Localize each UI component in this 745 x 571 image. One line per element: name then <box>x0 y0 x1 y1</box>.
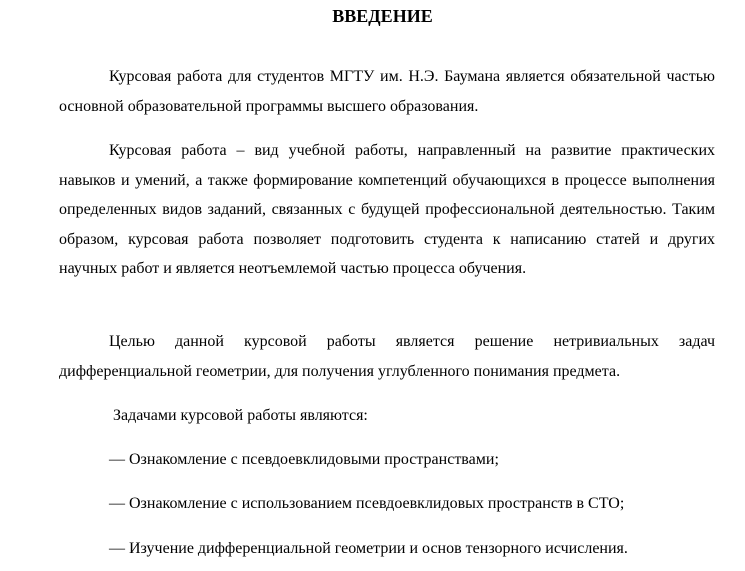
paragraph-definition: Курсовая работа – вид учебной работы, направленный на развитие практических навыков и умений, а также формирование компетенций обучающихся в процессе выполнения определенных видов заданий, связанных с будущей профессиональной деятельностью. Таким образом, курсовая работа позволяет подготовить студента к написанию статей и других научных работ и является неотъемлемой частью процесса обучения. <box>59 142 715 277</box>
paragraph-goal: Целью данной курсовой работы является решение нетривиальных задач дифференциальной геометрии, для получения углубленного понимания предмета. <box>59 333 715 380</box>
paragraph-intro: Курсовая работа для студентов МГТУ им. Н.Э. Баумана является обязательной частью основной образовательной программы высшего образования. <box>59 68 715 115</box>
task-item: — Ознакомление с использованием псевдоевклидовых пространств в СТО; <box>109 495 625 512</box>
task-item: — Ознакомление с псевдоевклидовыми пространствами; <box>109 451 499 468</box>
task-item: — Изучение дифференциальной геометрии и основ тензорного исчисления. <box>109 540 628 557</box>
tasks-intro: Задачами курсовой работы являются: <box>113 407 368 424</box>
page-title: ВВЕДЕНИЕ <box>332 6 433 26</box>
